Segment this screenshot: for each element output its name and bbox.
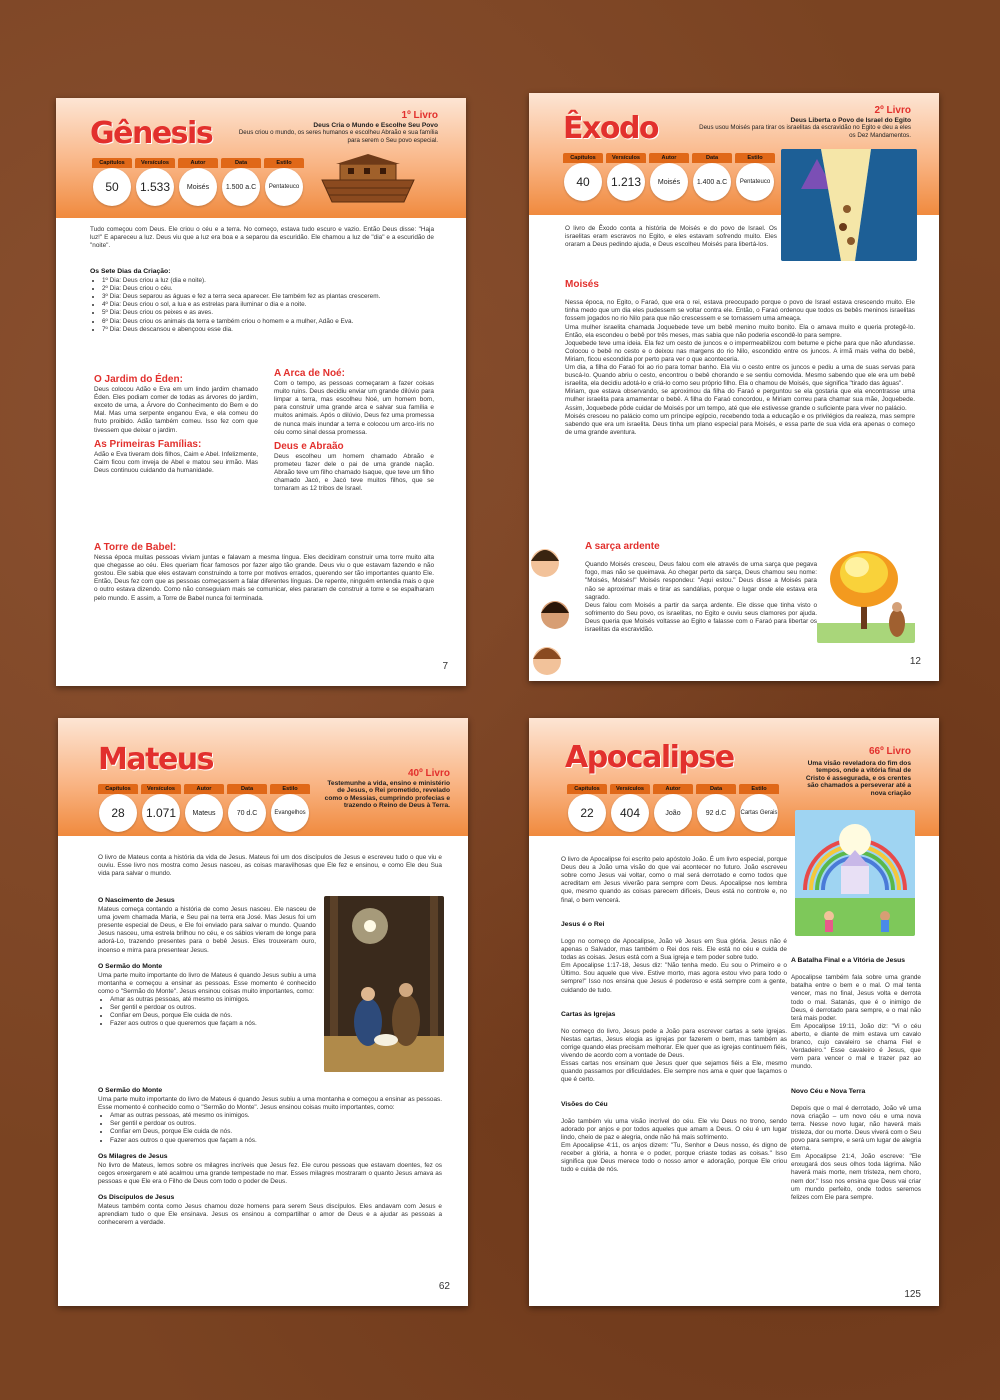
book-title: Gênesis xyxy=(90,116,213,151)
stat-style: Estilo Evangelhos xyxy=(270,784,310,832)
red-sea-illustration xyxy=(781,149,917,261)
book-subtitle xyxy=(228,122,438,144)
stat-date: Data 1.400 a.C xyxy=(692,153,732,201)
stats-row xyxy=(567,784,779,832)
section-heading: Cartas às Igrejas xyxy=(561,1010,616,1018)
stat-date: Data 70 d.C xyxy=(227,784,267,832)
page-number: 7 xyxy=(442,661,448,672)
section-text: Mateus começa contando a história de como Jesus nasceu. Ele nasceu de uma jovem chamada Maria, e Seu pai na terra era José. Mas Jesus foi um presente especial de Deus, e Ele foi enviado para salvar o mundo. Quando Jesus nasceu, uma estrela brilhou no céu, e os sábios vieram de longe para adorá-Lo, trazendo presentes para o bebê Jesus. Eles trouxeram ouro, incenso e mirra para presentear Jesus. xyxy=(98,906,316,954)
list-item: • 4º Dia: Deus criou o sol, a lua e as estrelas para iluminar o dia e a noite. xyxy=(102,301,434,309)
subtitle-bold: Deus Liberta o Povo de Israel do Egito xyxy=(790,117,911,124)
section-heading: O Nascimento de Jesus xyxy=(98,897,175,904)
list-item: • 2º Dia: Deus criou o céu. xyxy=(102,285,434,293)
section-text: Uma parte muito importante do livro de Mateus é quando Jesus subiu a uma montanha e começou a ensinar as pessoas. Esse momento é conhecido como o "Sermão do Monte". Jesus ensinou coisas muito importantes, como: xyxy=(98,971,316,995)
intro-text: Tudo começou com Deus. Ele criou o céu e a terra. No começo, estava tudo escuro e vazio. Então Deus disse: "Haja luz!" E apareceu a luz. Deus viu que a luz era boa e a separou da escuridão. Ele chamou a luz de "dia" e a escuridão de "noite". xyxy=(90,226,434,250)
sermon-list-2 xyxy=(98,1112,442,1144)
stat-chapters: Capítulos 22 xyxy=(567,784,607,832)
page-mateus xyxy=(58,718,468,1306)
book-subtitle xyxy=(691,117,911,139)
subtitle-text: Deus usou Moisés para tirar os israelitas da escravidão no Egito e deu a eles os Dez Mandamentos. xyxy=(699,124,911,139)
moises-section xyxy=(565,273,915,445)
intro-text: O livro de Êxodo conta a história de Moisés e do povo de Israel. Os israelitas eram escravos no Egito, e eles estavam sofrendo muito. Eles oraram a Deus pedindo ajuda, e Deus escolheu Moisés para libertá-los. xyxy=(565,225,777,249)
book-title: Apocalipse xyxy=(565,740,734,775)
stat-chapters: Capítulos 40 xyxy=(563,153,603,201)
book-number: 66º Livro xyxy=(868,746,911,757)
book-number: 40º Livro xyxy=(407,768,450,779)
left-column xyxy=(94,370,258,475)
section-text: No livro de Mateus, lemos sobre os milagres incríveis que Jesus fez. Ele curou pessoas que estavam doentes, fez os cegos enxergarem e até acalmou uma grande tempestade no mar. Esses milagres mostraram o quanto Jesus amava as pessoas e que Ele era o Filho de Deus com todo o poder de Deus. xyxy=(98,1161,442,1185)
subtitle-text: Deus criou o mundo, os seres humanos e escolheu Abraão e sua família para serem o Seu povo especial. xyxy=(238,129,438,144)
page-number: 125 xyxy=(904,1289,921,1300)
stat-chapters: Capítulos 50 xyxy=(92,158,132,206)
section-text: Nessa época, no Egito, o Faraó, que era o rei, estava preocupado porque o povo de Israel estava crescendo muito. Ele tinha medo que um dia eles pudessem se voltar contra ele. Então, o Faraó ordenou que todos os bebês meninos israelitas fossem jogados no rio Nilo para que não crescessem e se tornassem uma ameaça. Uma mulher israelita chamada Joquebede teve um bebê menino muito bonito. Ela o amava muito e queria protegê-lo. Então, ela escondeu o bebê por três meses, mas sabia que não poderia escondê-lo para sempre. Joquebede teve uma ideia. Ela fez um cesto de juncos e o impermeabilizou com betume e piche para que não afundasse. Colocou o bebê no cesto e o deixou nas margens do rio Nilo, escondido entre os juncos. A irmã mais velha do bebê, Miriam, ficou escondida por perto para ver o que aconteceria. Um dia, a filha do Faraó foi ao rio para tomar banho. Ela viu o cesto entre os juncos e pediu a uma de suas servas para buscá-lo. Quando abriu o cesto, encontrou o bebê chorando e se sentiu comovida. Mesmo sabendo que ele era um bebê israelita, ela decidiu adotá-lo e criá-lo como seu próprio filho. Ela o chamou de Moisés, que significa "tirado das águas". Miriam, que estava observando, se aproximou da filha do Faraó e perguntou se ela gostaria que ela encontrasse uma mulher israelita para amamentar o bebê. A filha do Faraó concordou, e Miriam correu para chamar sua mãe, Joquebede. Assim, Joquebede pôde cuidar de Moisés por um tempo, até que ele estivesse grande o suficiente para viver no palácio. Moisés cresceu no palácio como um príncipe egípcio, recebendo toda a educação e os privilégios da realeza, mas sempre sabendo que era um israelita. Deus tinha um plano especial para Moisés, e essa parte de sua vida era apenas o começo de uma grande aventura. xyxy=(565,299,915,436)
list-item: • Ser gentil e perdoar os outros. xyxy=(110,1004,316,1012)
stat-author: Autor Moisés xyxy=(649,153,689,201)
page-apocalipse xyxy=(529,718,939,1306)
ark-illustration xyxy=(318,150,418,206)
page-number: 12 xyxy=(909,656,921,667)
book-title: Mateus xyxy=(98,742,213,777)
section-text: Com o tempo, as pessoas começaram a fazer coisas muito ruins. Deus decidiu enviar um grande dilúvio para limpar a terra, mas escolheu Noé, um homem bom, para construir uma grande arca e salvar sua família e muitos animais. Após o dilúvio, Deus fez uma promessa de nunca mais inundar a terra e colocou um arco-íris no céu como sinal dessa promessa. xyxy=(274,380,434,436)
page-number: 62 xyxy=(438,1281,450,1292)
list-item: • Fazer aos outros o que queremos que façam a nós. xyxy=(110,1020,316,1028)
subtitle-bold: Deus Cria o Mundo e Escolhe Seu Povo xyxy=(313,122,438,129)
section-heading: A sarça ardente xyxy=(585,541,660,553)
stat-author: Autor Mateus xyxy=(184,784,224,832)
section-text: João também viu uma visão incrível do céu. Ele viu Deus no trono, sendo adorado por anjos e por todos aqueles que amam a Deus. O céu é um lugar lindo, cheio de paz e alegria, onde não há mais sofrimento. Em Apocalipse 4:11, os anjos dizem: "Tu, Senhor e Deus nosso, és digno de receber a glória, a honra e o poder, porque criaste todas as coisas." Isso significa que Deus merece todo o nosso amor e adoração, porque Ele criou tudo e cuida de nós. xyxy=(561,1117,787,1174)
stats-row xyxy=(563,153,775,201)
section-heading: Moisés xyxy=(565,279,599,291)
sermon-list xyxy=(98,996,316,1028)
book-number: 1º Livro xyxy=(401,110,438,121)
book-number: 2º Livro xyxy=(874,105,911,116)
section-heading: Os Discípulos de Jesus xyxy=(98,1194,175,1202)
book-subtitle xyxy=(320,780,450,810)
list-item: • Amar as outras pessoas, até mesmo os inimigos. xyxy=(110,996,316,1004)
book-subtitle xyxy=(801,760,911,797)
list-item: • Ser gentil e perdoar os outros. xyxy=(110,1120,442,1128)
list-item: • Amar as outras pessoas, até mesmo os inimigos. xyxy=(110,1112,442,1120)
stat-date: Data 92 d.C xyxy=(696,784,736,832)
subtitle-bold: Uma visão reveladora do fim dos tempos, onde a vitória final de Cristo é assegurada, e os crentes são chamados a perseverar até a nova criação xyxy=(805,760,911,797)
section-text: Deus colocou Adão e Eva em um lindo jardim chamado Éden. Eles podiam comer de todas as árvores do jardim, exceto de uma, a Árvore do Conhecimento do Bem e do Mal. Mas uma serpente enganou Eva, e ela comeu do fruto proibido. Adão também comeu. Isso fez com que tivessem que deixar o jardim. xyxy=(94,386,258,434)
section-heading: Novo Céu e Nova Terra xyxy=(791,1087,866,1095)
stats-row xyxy=(92,158,304,206)
list-item: • 5º Dia: Deus criou os peixes e as aves. xyxy=(102,309,434,317)
stat-verses: Versículos 404 xyxy=(610,784,650,832)
section-heading: O Sermão do Monte xyxy=(98,1087,163,1094)
section-heading: A Batalha Final e a Vitória de Jesus xyxy=(791,957,906,965)
stat-verses: Versículos 1.533 xyxy=(135,158,175,206)
stats-row xyxy=(98,784,310,832)
page-genesis xyxy=(56,98,466,686)
list-item: • 7º Dia: Deus descansou e abençoou esse dia. xyxy=(102,326,434,334)
list-item: • Confiar em Deus, porque Ele cuida de nós. xyxy=(110,1128,442,1136)
more-sections xyxy=(98,1082,442,1227)
section-heading: Jesus é o Rei xyxy=(561,920,605,928)
list-item: • 1º Dia: Deus criou a luz (dia e noite). xyxy=(102,277,434,285)
stat-style: Estilo Pentateuco xyxy=(735,153,775,201)
children-illustration xyxy=(529,533,581,681)
stat-style: Estilo Pentateuco xyxy=(264,158,304,206)
intro-text: O livro de Mateus conta a história da vida de Jesus. Mateus foi um dos discípulos de Jesus e escreveu tudo o que viu e ouviu. Esse livro nos mostra como Jesus nasceu, as coisas maravilhosas que Ele fez e ensinou, e como Ele deu Sua vida para salvar o mundo. xyxy=(98,854,442,878)
days-list xyxy=(90,277,434,334)
section-text: Quando Moisés cresceu, Deus falou com ele através de uma sarça que pegava fogo, mas não se queimava. Ao chegar perto da sarça, Deus chamou seu nome: "Moisés, Moisés!" Moisés respondeu: "Aqui estou." Deus disse a Moisés para não se aproximar mais e tirar as sandálias, porque o lugar onde ele estava era sagrado. Deus falou com Moisés a partir da sarça ardente. Ele disse que tinha visto o sofrimento do Seu povo, os israelitas, no Egito e ouviu seus clamores por ajuda. Deus queria que Moisés voltasse ao Egito e falasse com o Faraó para libertar os israelitas da escravidão. xyxy=(585,561,817,634)
list-item: • Confiar em Deus, porque Ele cuida de nós. xyxy=(110,1012,316,1020)
section-text: Nessa época muitas pessoas viviam juntas e falavam a mesma língua. Eles decidiram construir uma torre muito alta que chegasse ao céu. Eles queriam ficar famosos por fazer algo tão grande. Deus viu o que estavam fazendo e não gostou. Ele sabia que eles estavam construindo a torre por motivos errados, querendo ser tão importantes quanto Ele. Então, Deus fez com que as pessoas começassem a falar diferentes línguas. De repente, ninguém entendia mais o que o outro estava dizendo. Como não conseguiam mais se comunicar, eles pararam de construir a torre e se espalharam pelo mundo. E assim, a Torre de Babel nunca foi terminada. xyxy=(94,554,434,602)
stat-author: Autor João xyxy=(653,784,693,832)
days-heading: Os Sete Dias da Criação: xyxy=(90,268,171,275)
section-heading: Os Milagres de Jesus xyxy=(98,1152,168,1160)
list-item: • 3º Dia: Deus separou as águas e fez a terra seca aparecer. Ele também fez as plantas crescerem. xyxy=(102,293,434,301)
section-heading: As Primeiras Famílias: xyxy=(94,438,202,450)
burning-bush-illustration xyxy=(817,543,915,643)
list-item: • Fazer aos outros o que queremos que façam a nós. xyxy=(110,1137,442,1145)
section-heading: Visões do Céu xyxy=(561,1100,608,1108)
book-title: Êxodo xyxy=(563,111,659,146)
section-heading: A Torre de Babel: xyxy=(94,542,177,553)
section-text: Uma parte muito importante do livro de Mateus é quando Jesus subiu a uma montanha e começou a ensinar as pessoas. Esse momento é conhecido como o "Sermão do Monte". Jesus ensinou coisas muito importantes, como: xyxy=(98,1096,442,1112)
babel-section xyxy=(94,544,434,603)
section-heading: A Arca de Noé: xyxy=(274,368,345,379)
section-text: Deus escolheu um homem chamado Abraão e prometeu fazer dele o pai de uma grande nação. Abraão teve um filho chamado Isaque, que teve um filho chamado Jacó, e Jacó teve muitos filhos, que se tornaram as 12 tribos de Israel. xyxy=(274,452,434,493)
section-text: No começo do livro, Jesus pede a João para escrever cartas a sete igrejas. Nestas cartas, Jesus elogia as igrejas por fazerem o bem, mas também as corrige quando elas precisam melhorar. Ele quer que as igrejas continuem fiéis, vivendo de acordo com a vontade de Deus. Essas cartas nos ensinam que Jesus quer que sejamos fiéis a Ele, mesmo quando passamos por dificuldades. Ele sempre nos ama e quer que façamos o que é certo. xyxy=(561,1027,787,1084)
days-section xyxy=(90,268,434,334)
stat-author: Autor Moisés xyxy=(178,158,218,206)
left-column xyxy=(561,848,787,1183)
nascimento-section xyxy=(98,892,316,1028)
stat-verses: Versículos 1.071 xyxy=(141,784,181,832)
sarca-section xyxy=(585,535,817,642)
subtitle-bold: Testemunhe a vida, ensino e ministério de Jesus, o Rei prometido, revelado como o Messias, cumprindo profecias e trazendo o Reino de Deus à Terra. xyxy=(324,780,450,810)
list-item: • 6º Dia: Deus criou os animais da terra e também criou o homem e a mulher, Adão e Eva. xyxy=(102,318,434,326)
page-exodo xyxy=(529,93,939,681)
stat-date: Data 1.500 a.C xyxy=(221,158,261,206)
section-text: Apocalipse também fala sobre uma grande batalha entre o bem e o mal. O mal tenta vencer, mas no final, Jesus volta e derrota todo o mal. Satanás, que é o inimigo de Deus, é derrotado para sempre, e o mal não terá mais poder. Em Apocalipse 19:11, João diz: "Vi o céu aberto, e diante de mim estava um cavalo branco, cujo cavaleiro se chama Fiel e Verdadeiro." Esse cavaleiro é Jesus, que vem para vencer o mal e trazer paz ao mundo. xyxy=(791,974,921,1071)
section-text: Depois que o mal é derrotado, João vê uma nova criação – um novo céu e uma nova terra. Nesse novo lugar, não haverá mais tristeza, dor ou morte. Deus viverá com o Seu povo para sempre, e será um lugar de alegria eterna. Em Apocalipse 21:4, João escreve: "Ele enxugará dos seus olhos toda lágrima. Não haverá mais morte, nem tristeza, nem choro, nem dor." Isso nos ensina que Deus vai criar um mundo perfeito, onde todos seremos felizes com Ele para sempre. xyxy=(791,1104,921,1201)
right-column xyxy=(791,944,921,1210)
section-heading: Deus e Abraão xyxy=(274,440,344,452)
stat-style: Estilo Cartas Gerais xyxy=(739,784,779,832)
section-text: Adão e Eva tiveram dois filhos, Caim e Abel. Infelizmente, Caim ficou com inveja de Abel e matou seu irmão. Mas Deus continuou cuidando da humanidade. xyxy=(94,450,258,474)
section-text: Logo no começo de Apocalipse, João vê Jesus em Sua glória. Jesus não é apenas o Salvador, mas também o Rei dos reis. Ele está no céu e cuida de todas as coisas. Jesus está com a Sua igreja e tem poder sobre tudo. Em Apocalipse 1:17-18, Jesus diz: "Não tenha medo. Eu sou o Primeiro e o Último. Sou aquele que vive. Estive morto, mas agora estou vivo para todo o sempre!" Isso nos ensina que Jesus é poderoso e está sempre com a gente, cuidando de tudo. xyxy=(561,937,787,994)
right-column xyxy=(274,364,434,493)
section-heading: O Jardim do Éden: xyxy=(94,374,183,385)
intro-text: O livro de Apocalipse foi escrito pelo apóstolo João. É um livro especial, porque Deus deu a João uma visão do que vai acontecer no futuro. João escreveu sobre como Jesus vai voltar, como o mal será derrotado e como todos que acreditam em Jesus viverão para sempre com Deus. Apocalipse nos lembra que, mesmo quando as coisas parecem difíceis, Deus está no controle e, no final, o bem vencerá. xyxy=(561,856,787,904)
nativity-illustration xyxy=(324,896,444,1072)
stat-chapters: Capítulos 28 xyxy=(98,784,138,832)
stat-verses: Versículos 1.213 xyxy=(606,153,646,201)
section-heading: O Sermão do Monte xyxy=(98,962,163,970)
section-text: Mateus também conta como Jesus chamou doze homens para serem Seus discípulos. Eles andavam com Jesus e aprendiam tudo o que Ele ensinava. Jesus os ensinou a compartilhar o amor de Deus e a ajudar as pessoas a conhecerem a verdade. xyxy=(98,1203,442,1227)
new-heaven-illustration xyxy=(795,810,915,936)
